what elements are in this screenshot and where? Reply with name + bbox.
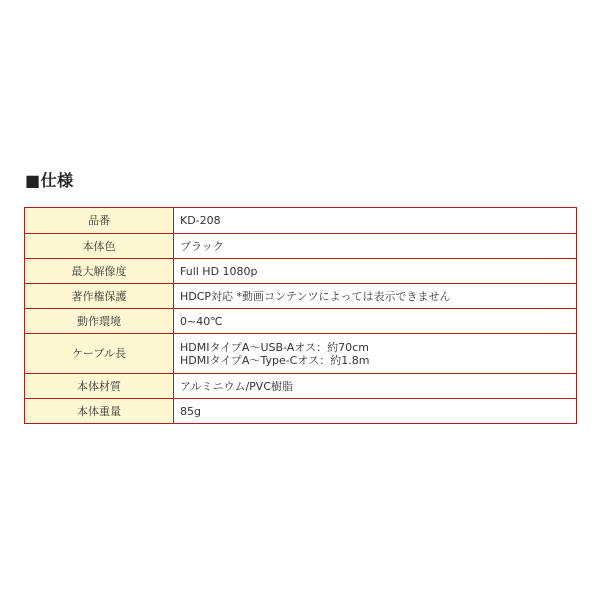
spec-value-line: 85g: [180, 404, 201, 418]
spec-label: 本体色: [25, 234, 174, 259]
spec-label: 本体重量: [25, 399, 174, 424]
spec-table: [24, 207, 577, 424]
spec-label: 動作環境: [25, 309, 174, 334]
spec-value-line: HDMIタイプA～USB-Aオス：約70cm: [180, 340, 369, 354]
spec-row-part-number: [25, 208, 577, 234]
spec-value: [174, 309, 577, 334]
spec-value-line: Full HD 1080p: [180, 264, 258, 278]
spec-value: [174, 334, 577, 374]
spec-value: [174, 284, 577, 309]
spec-row-material: [25, 374, 577, 399]
spec-value-line: HDMIタイプA～Type-Cオス：約1.8m: [180, 353, 370, 367]
spec-row-weight: [25, 399, 577, 424]
spec-row-resolution: [25, 259, 577, 284]
spec-row-copy-protection: [25, 284, 577, 309]
spec-value: [174, 234, 577, 259]
section-heading: ■仕様: [25, 171, 74, 190]
spec-value-line: ブラック: [180, 239, 224, 253]
spec-value-line: KD-208: [180, 214, 221, 227]
spec-label: 本体材質: [25, 374, 174, 399]
spec-value: [174, 399, 577, 424]
spec-label: 最大解像度: [25, 259, 174, 284]
spec-value-line: 0~40℃: [180, 314, 223, 328]
spec-value-line: HDCP対応 *動画コンテンツによっては表示できません: [180, 289, 451, 303]
spec-row-environment: [25, 309, 577, 334]
spec-value: [174, 374, 577, 399]
spec-value: [174, 208, 577, 234]
spec-label: 著作権保護: [25, 284, 174, 309]
spec-value: [174, 259, 577, 284]
spec-row-color: [25, 234, 577, 259]
spec-label: 品番: [25, 208, 174, 234]
spec-row-cable-length: [25, 334, 577, 374]
spec-value-line: アルミニウム/PVC樹脂: [180, 379, 293, 393]
spec-label: ケーブル長: [25, 334, 174, 374]
